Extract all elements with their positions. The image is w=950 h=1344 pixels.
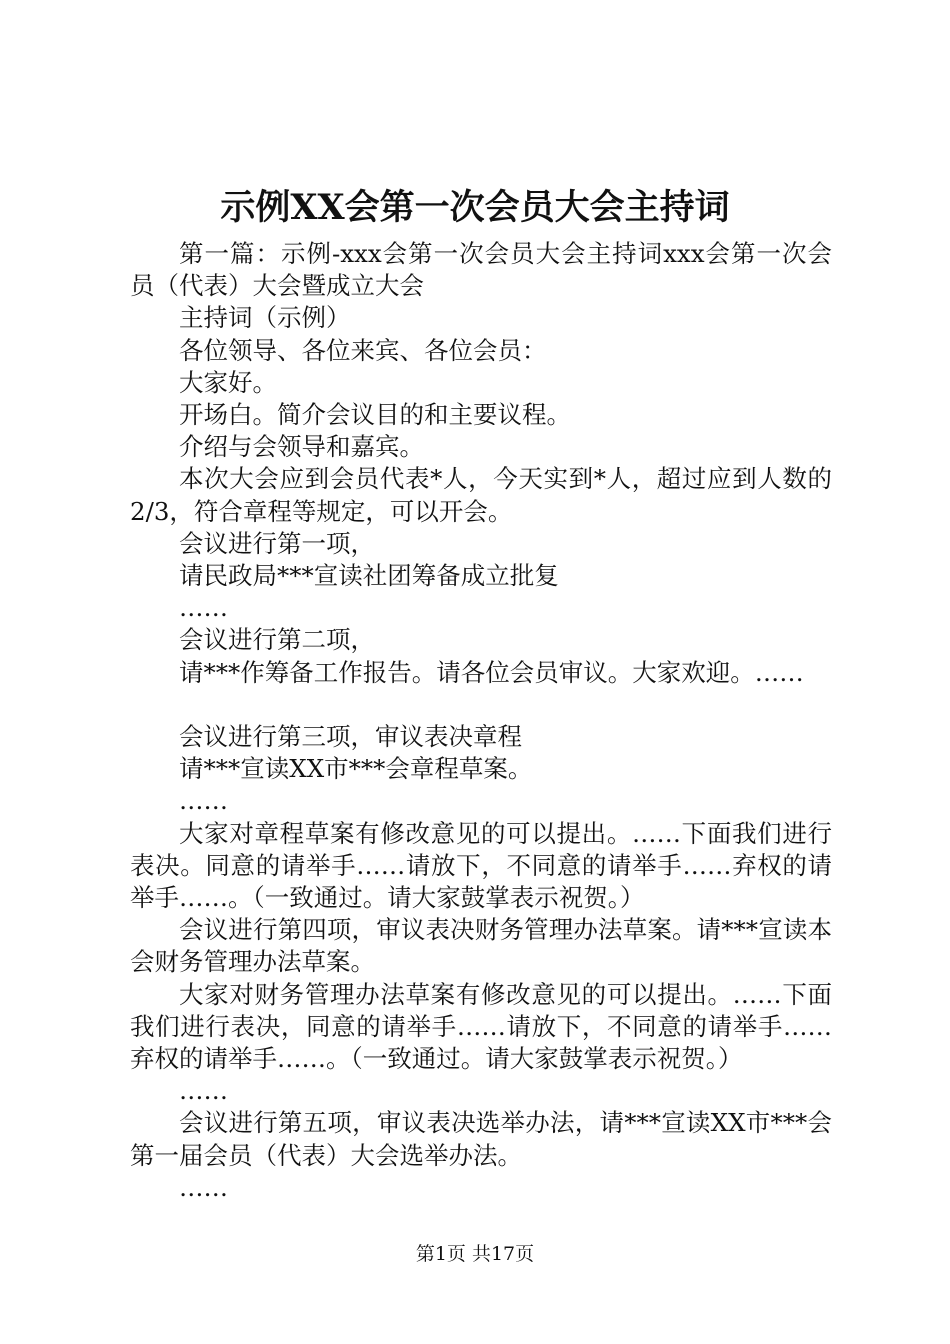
page-number-footer: 第1页 共17页 [415,1243,535,1265]
paragraph: 大家好。 [179,367,277,397]
paragraph: …… [179,1172,228,1202]
paragraph: 请***宣读XX市***会章程草案。 [179,754,533,784]
paragraph: …… [179,1076,228,1106]
paragraph: 开场白。简介会议目的和主要议程。 [179,400,571,430]
paragraph: …… [179,593,228,623]
document-title: 示例XX会第一次会员大会主持词 [220,187,730,228]
paragraph: 各位领导、各位来宾、各位会员： [179,335,547,365]
paragraph: 会议进行第四项，审议表决财务管理办法草案。请***宣读本会财务管理办法草案。 [130,915,832,977]
paragraph: 主持词（示例） [179,303,351,333]
paragraph: 会议进行第三项，审议表决章程 [179,722,522,752]
paragraph: …… [179,786,228,816]
paragraph: 介绍与会领导和嘉宾。 [179,432,424,462]
blank-line [130,689,832,721]
paragraph: 会议进行第一项， [179,528,375,558]
paragraph: 会议进行第二项， [179,625,375,655]
paragraph: 第一篇：示例-xxx会第一次会员大会主持词xxx会第一次会员（代表）大会暨成立大会 [130,239,832,301]
paragraph: 本次大会应到会员代表*人，今天实到*人，超过应到人数的2/3，符合章程等规定，可以开会。 [130,464,832,526]
paragraph: 大家对财务管理办法草案有修改意见的可以提出。……下面我们进行表决，同意的请举手……请放下，不同意的请举手……弃权的请举手……。（一致通过。请大家鼓掌表示祝贺。） [130,979,832,1074]
paragraph: 请民政局***宣读社团筹备成立批复 [179,561,559,591]
document-body [130,238,832,1204]
paragraph: 会议进行第五项，审议表决选举办法，请***宣读XX市***会第一届会员（代表）大会选举办法。 [130,1108,832,1170]
paragraph: 请***作筹备工作报告。请各位会员审议。大家欢迎。…… [179,657,804,687]
paragraph: 大家对章程草案有修改意见的可以提出。……下面我们进行表决。同意的请举手……请放下，不同意的请举手……弃权的请举手……。（一致通过。请大家鼓掌表示祝贺。） [130,818,832,913]
